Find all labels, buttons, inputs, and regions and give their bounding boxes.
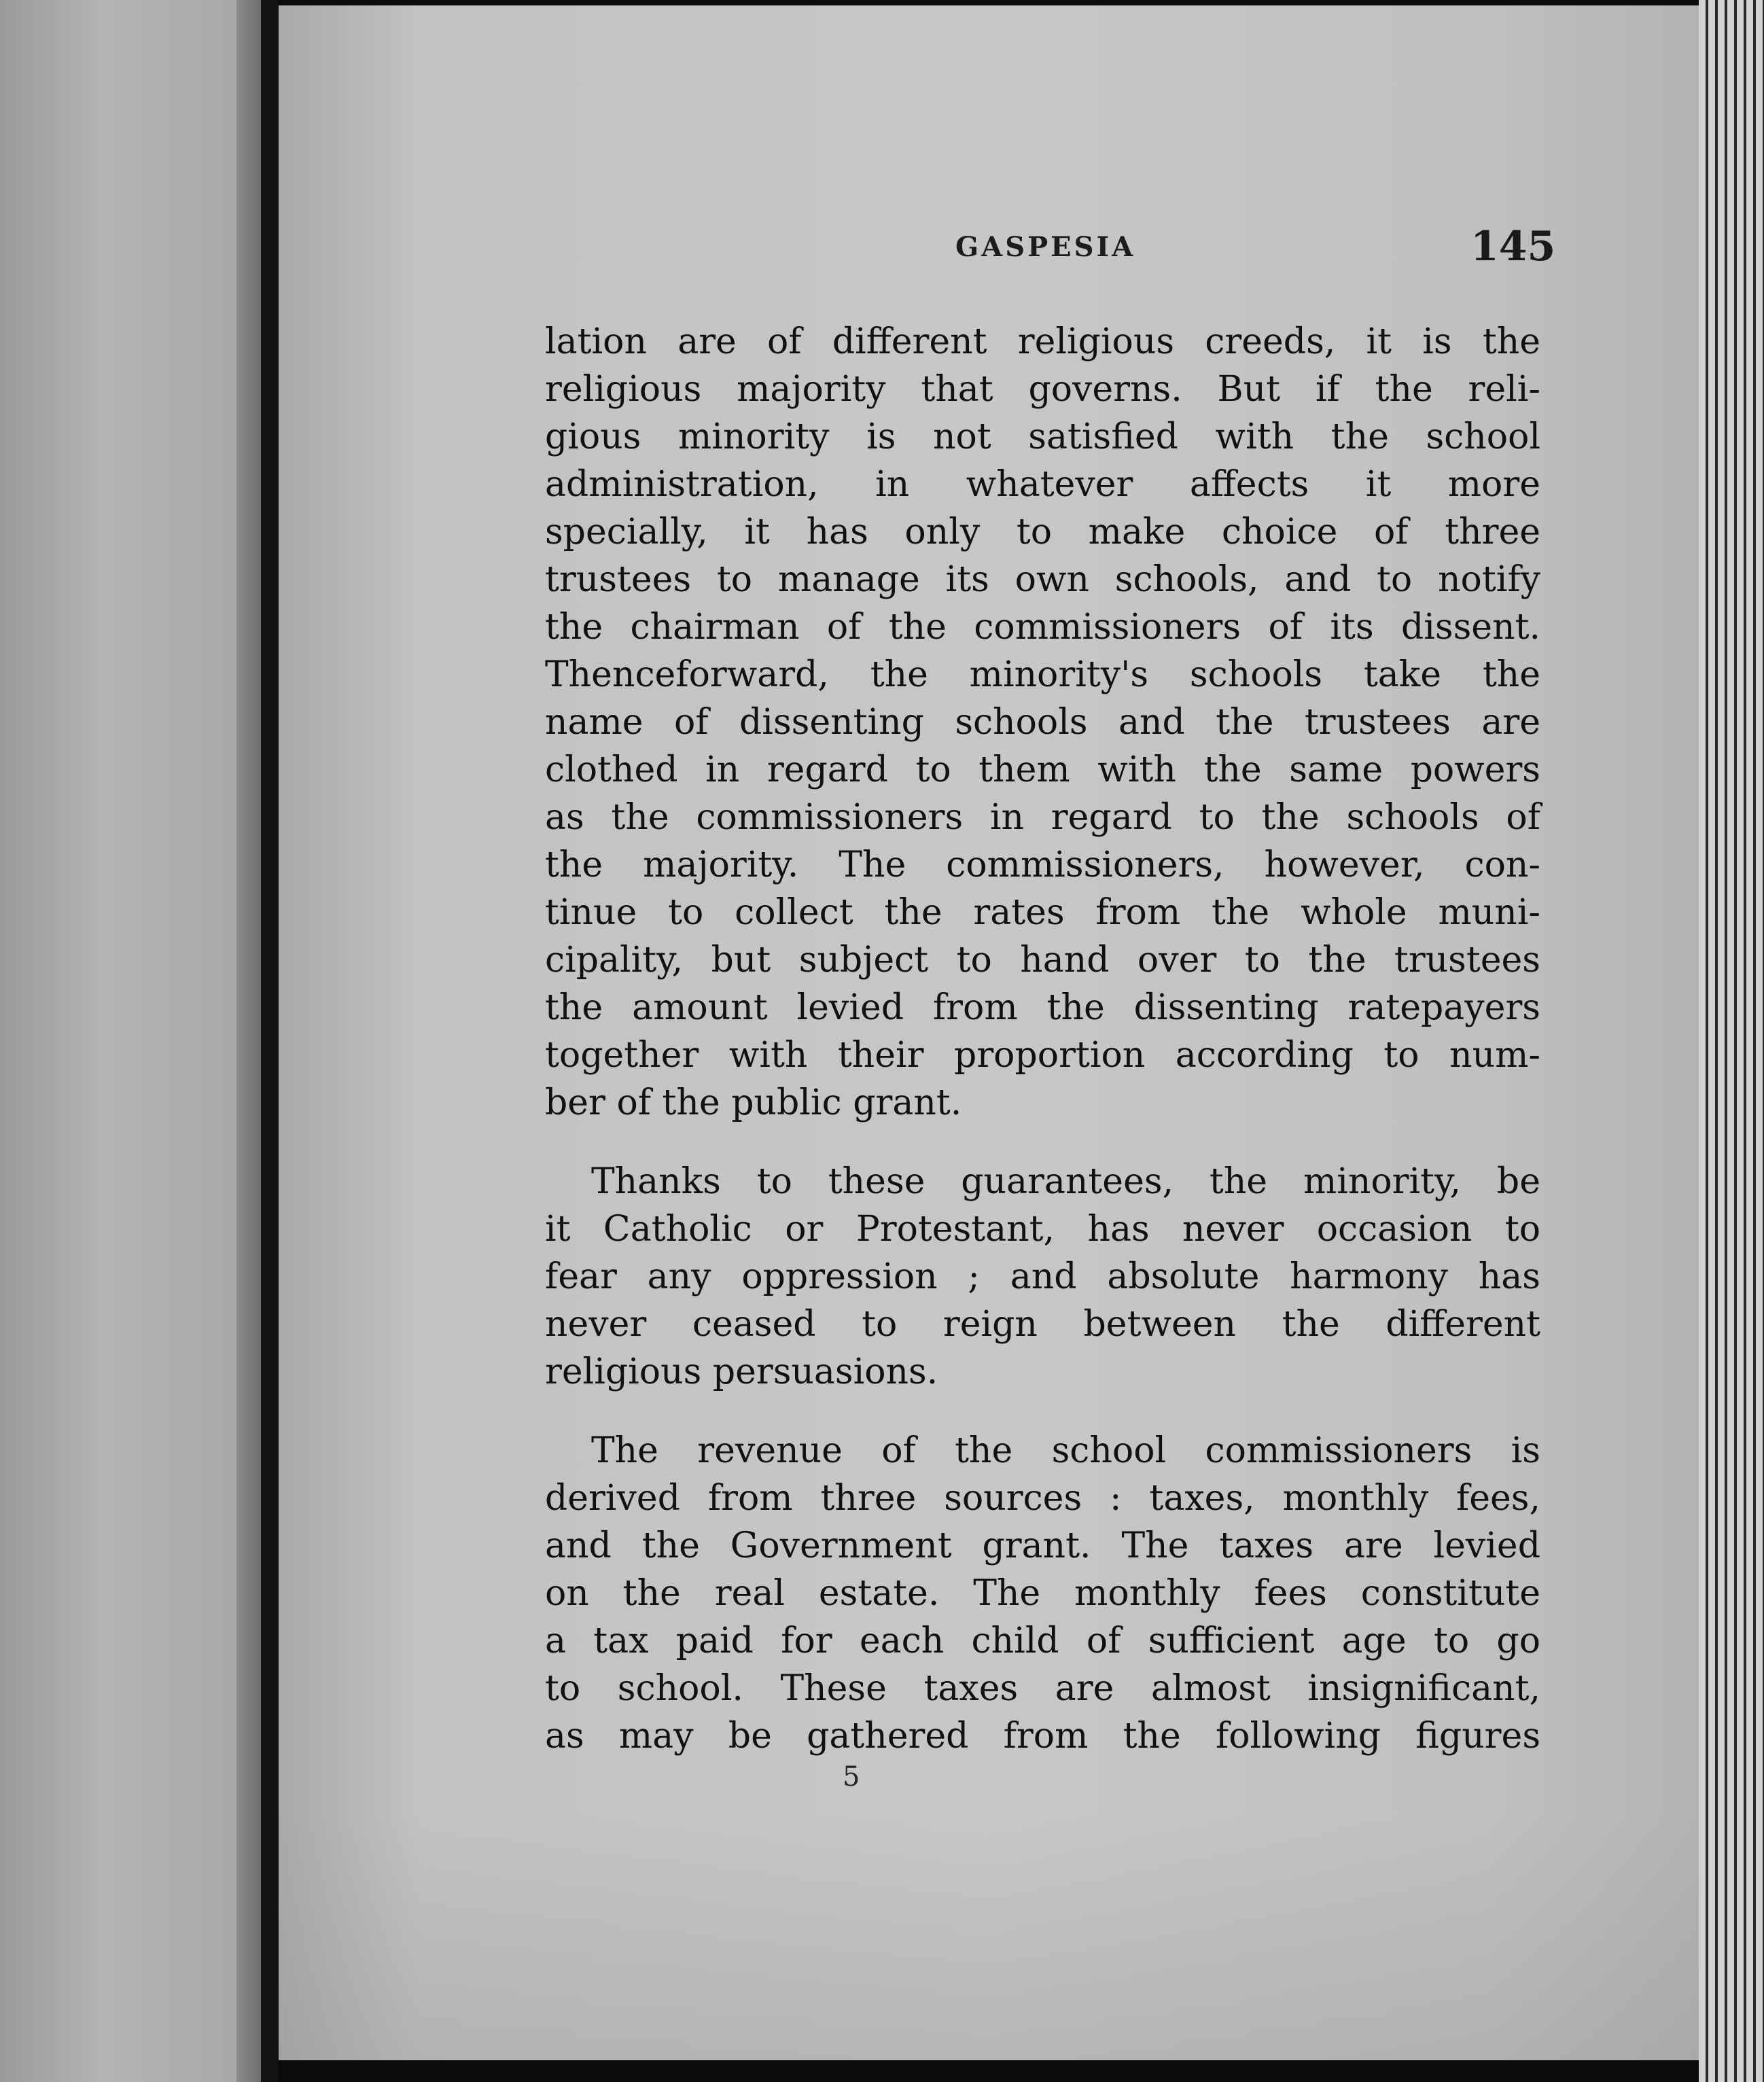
text-line: name of dissenting schools and the trustees are: [545, 702, 1540, 743]
text-line: never ceased to reign between the different: [545, 1304, 1540, 1345]
text-line: it Catholic or Protestant, has never occasion to: [545, 1209, 1540, 1250]
text-line: Thanks to these guarantees, the minority, be: [591, 1161, 1540, 1202]
text-line: religious persuasions.: [545, 1352, 938, 1392]
book-gutter: [261, 0, 279, 2082]
text-line: Thenceforward, the minority's schools take the: [545, 654, 1540, 695]
text-line: a tax paid for each child of sufficient age to go: [545, 1621, 1540, 1661]
text-line: administration, in whatever affects it more: [545, 464, 1540, 505]
text-line: clothed in regard to them with the same powers: [545, 749, 1540, 790]
text-line: gious minority is not satisfied with the school: [545, 417, 1540, 457]
text-line: The revenue of the school commissioners is: [591, 1430, 1540, 1471]
text-line: fear any oppression ; and absolute harmony has: [545, 1256, 1540, 1297]
previous-page: [0, 0, 261, 2082]
text-line: together with their proportion according to num-: [545, 1035, 1540, 1076]
stacked-page-edges: [1699, 0, 1764, 2082]
text-line: and the Government grant. The taxes are levied: [545, 1525, 1540, 1566]
text-line: trustees to manage its own schools, and to notify: [545, 559, 1540, 600]
paragraph: [545, 1158, 1540, 1396]
text-line: the chairman of the commissioners of its dissent.: [545, 607, 1540, 648]
paragraph: [545, 318, 1540, 1127]
text-line: on the real estate. The monthly fees constitute: [545, 1573, 1540, 1614]
text-line: specially, it has only to make choice of three: [545, 512, 1540, 552]
text-line: tinue to collect the rates from the whole muni-: [545, 892, 1540, 933]
text-line: derived from three sources : taxes, monthly fees,: [545, 1478, 1540, 1519]
text-line: lation are of different religious creeds, it is the: [545, 321, 1540, 362]
running-head: GASPESIA: [955, 231, 1136, 263]
page-number: 145: [1470, 223, 1556, 270]
paragraph-gap: [545, 1396, 1540, 1427]
text-line: the amount levied from the dissenting ratepayers: [545, 987, 1540, 1028]
body-text: [545, 318, 1540, 1760]
signature-mark: 5: [843, 1761, 860, 1793]
text-line: cipality, but subject to hand over to the trustees: [545, 940, 1540, 981]
text-line: to school. These taxes are almost insignificant,: [545, 1668, 1540, 1709]
text-line: as may be gathered from the following figures: [545, 1716, 1540, 1757]
page-shading: [279, 1816, 1699, 2060]
text-line: religious majority that governs. But if the reli-: [545, 369, 1540, 410]
text-line: ber of the public grant.: [545, 1082, 962, 1123]
text-line: as the commissioners in regard to the schools of: [545, 797, 1540, 838]
previous-page-edge: [236, 0, 261, 2082]
paragraph: [545, 1427, 1540, 1760]
text-line: the majority. The commissioners, however, con-: [545, 845, 1540, 885]
paragraph-gap: [545, 1127, 1540, 1158]
